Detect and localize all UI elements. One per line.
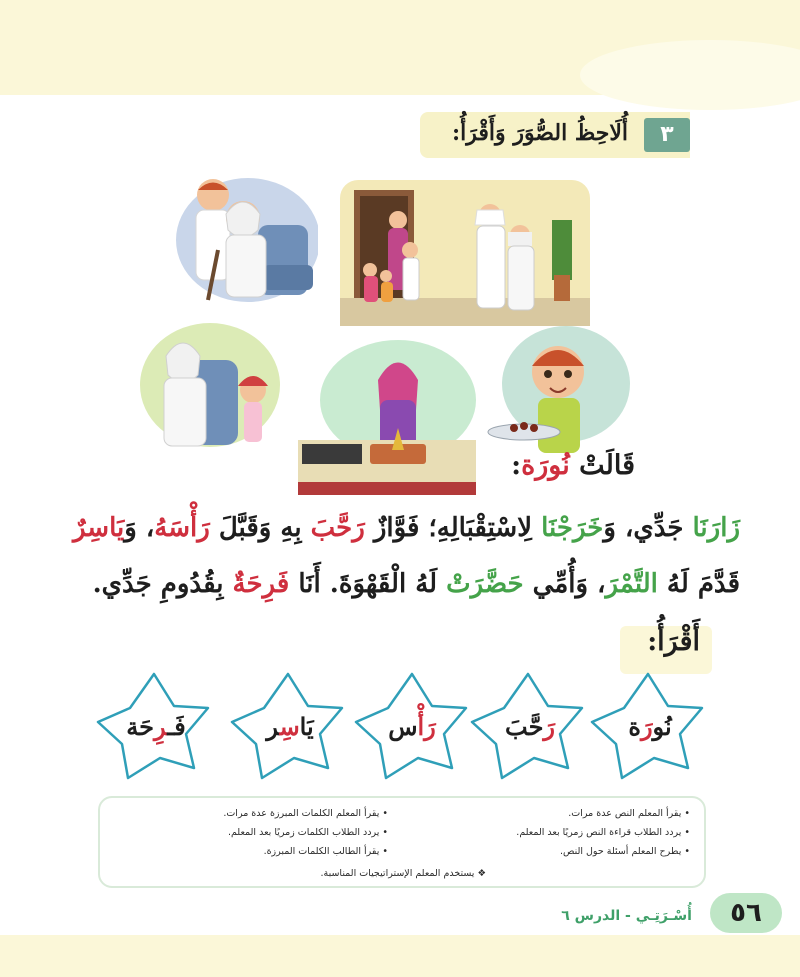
section-header (420, 112, 690, 158)
story-text: بِهِ وَقَبَّلَ (209, 513, 311, 543)
teacher-note: • يردد الطلاب الكلمات زمريًا بعد المعلم. (228, 827, 388, 838)
highlight-word: زَارَنَا (692, 513, 740, 543)
illustration-mother-preparing-coffee (298, 340, 476, 495)
highlight-word: التَّمْرَ (605, 569, 658, 599)
highlight-word: فَرِحَةٌ (232, 569, 290, 599)
star-word-3: رَأْس (388, 712, 436, 741)
highlight-word: رَحَّبَ (310, 513, 365, 543)
top-band-curve (580, 40, 800, 110)
story-paragraph (50, 500, 740, 612)
highlight-word: يَاسِرٌ (72, 513, 125, 543)
highlight-word: حَضَّرَتْ (446, 569, 524, 599)
speaker-colon: : (511, 450, 522, 481)
illustration-grandson-helping-grandfather (168, 170, 318, 305)
story-line-2 (50, 556, 740, 612)
section-number-badge: ٣ (644, 118, 690, 152)
star-word-5: فَـرِحَة (126, 712, 186, 741)
illustration-grandfather-with-girl (138, 320, 283, 455)
story-text: ، وَ (124, 513, 155, 543)
speaker-name: نُورَة (521, 450, 570, 481)
story-text: جَدِّي، وَ (603, 513, 693, 543)
teacher-note: • يردد الطلاب قراءة النص زمريًا بعد المعلم. (516, 827, 690, 838)
story-text: لِاسْتِقْبَالِهِ؛ فَوَّازٌ (364, 513, 542, 543)
teacher-note-strategy: ❖ يستخدم المعلم الإستراتيجيات المناسبة. (320, 868, 486, 879)
teacher-note: • يقرأ الطالب الكلمات المبرزة. (264, 846, 388, 857)
section-title: أُلَاحِظُ الصُّوَرَ وَأَقْرَأُ: (452, 120, 628, 146)
speaker-line (511, 450, 635, 481)
teacher-note: • يقرأ المعلم الكلمات المبرزة عدة مرات. (223, 808, 388, 819)
teacher-note: • يطرح المعلم أسئلة حول النص. (560, 846, 690, 857)
story-text: ، وَأُمِّي (523, 569, 606, 599)
illustration-boy-serving-dates (486, 322, 631, 462)
highlight-word: رَأْسَهُ (154, 513, 210, 543)
read-label: أَقْرَأُ: (647, 626, 700, 657)
teacher-note: • يقرأ المعلم النص عدة مرات. (568, 808, 690, 819)
highlight-word: خَرَجْنَا (541, 513, 604, 543)
star-word-2: رَحَّبَ (505, 712, 555, 741)
page-number: ٥٦ (710, 893, 782, 933)
star-word-1: نُورَة (628, 712, 672, 741)
bottom-decorative-band (0, 935, 800, 977)
star-word-4: يَاسِر (266, 712, 314, 741)
teacher-notes-box (98, 796, 706, 888)
speaker-prefix: قَالَتْ (579, 450, 635, 481)
illustration-family-welcoming-grandfather (340, 180, 590, 326)
story-text: بِقُدُومِ جَدِّي. (92, 569, 233, 599)
footer-lesson-title: أُسْـرَتِـي - الدرس ٦ (561, 908, 692, 924)
story-line-1 (50, 500, 740, 556)
story-text: لَهُ الْقَهْوَةَ. أَنَا (289, 569, 447, 599)
story-text: قَدَّمَ لَهُ (657, 569, 740, 599)
